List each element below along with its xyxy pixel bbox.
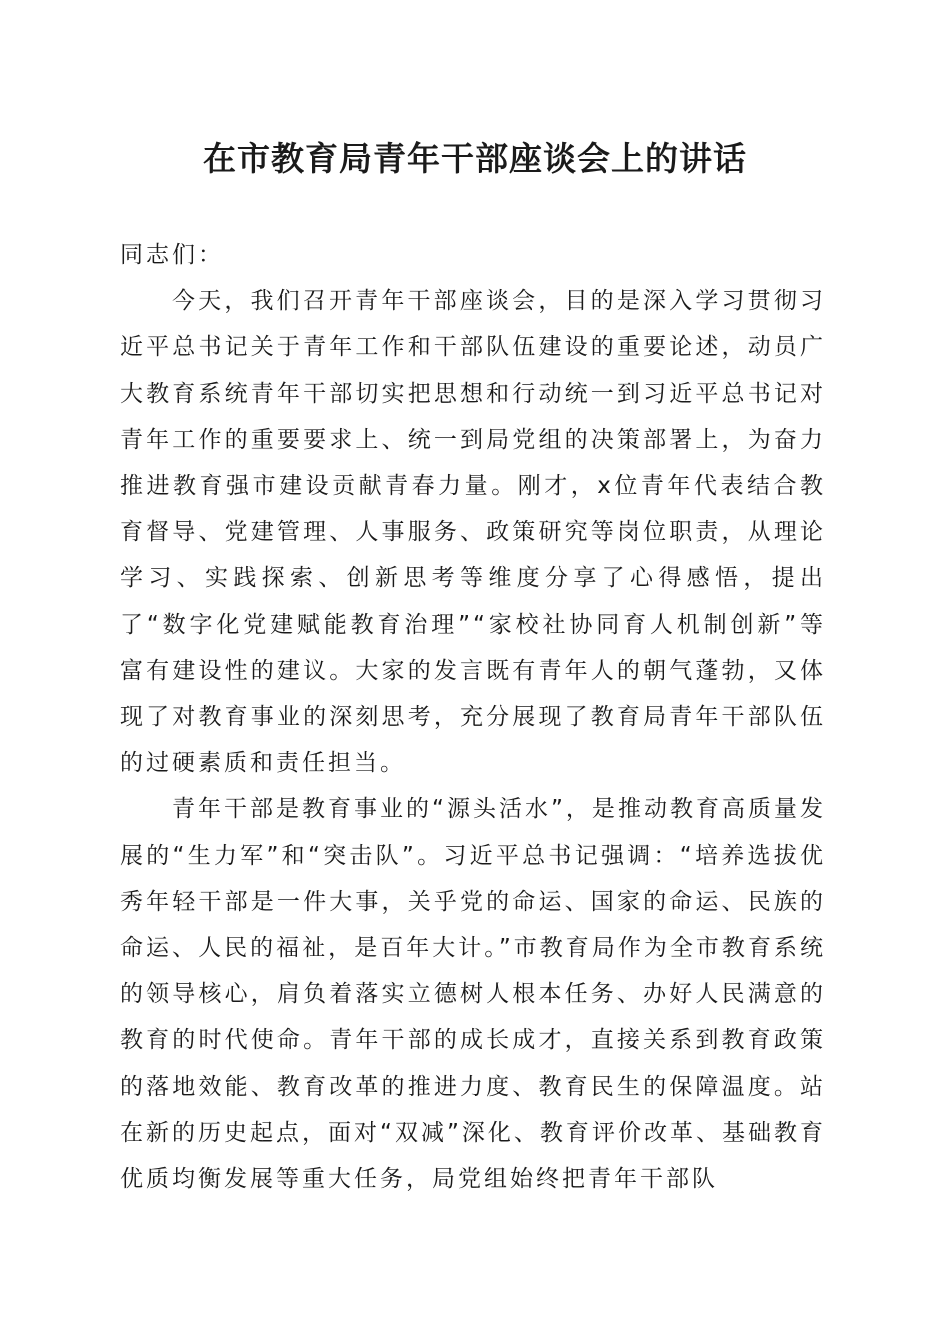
document-body	[120, 232, 826, 1202]
paragraph-1: 今天，我们召开青年干部座谈会，目的是深入学习贯彻习近平总书记关于青年工作和干部队伍建设的重要论述，动员广大教育系统青年干部切实把思想和行动统一到习近平总书记对青年工作的重要要求上、统一到局党组的决策部署上，为奋力推进教育强市建设贡献青春力量。刚才，x位青年代表结合教育督导、党建管理、人事服务、政策研究等岗位职责，从理论学习、实践探索、创新思考等维度分享了心得感悟，提出了“数字化党建赋能教育治理”“家校社协同育人机制创新”等富有建设性的建议。大家的发言既有青年人的朝气蓬勃，又体现了对教育事业的深刻思考，充分展现了教育局青年干部队伍的过硬素质和责任担当。	[120, 288, 826, 777]
paragraph-2: 青年干部是教育事业的“源头活水”，是推动教育高质量发展的“生力军”和“突击队”。习近平总书记强调：“培养选拔优秀年轻干部是一件大事，关乎党的命运、国家的命运、民族的命运、人民的福祉，是百年大计。”市教育局作为全市教育系统的领导核心，肩负着落实立德树人根本任务、办好人民满意的教育的时代使命。青年干部的成长成才，直接关系到教育政策的落地效能、教育改革的推进力度、教育民生的保障温度。站在新的历史起点，面对“双减”深化、教育评价改革、基础教育优质均衡发展等重大任务，局党组始终把青年干部队	[120, 796, 826, 1193]
salutation: 同志们：	[120, 242, 224, 268]
document-title: 在市教育局青年干部座谈会上的讲话	[203, 139, 747, 178]
